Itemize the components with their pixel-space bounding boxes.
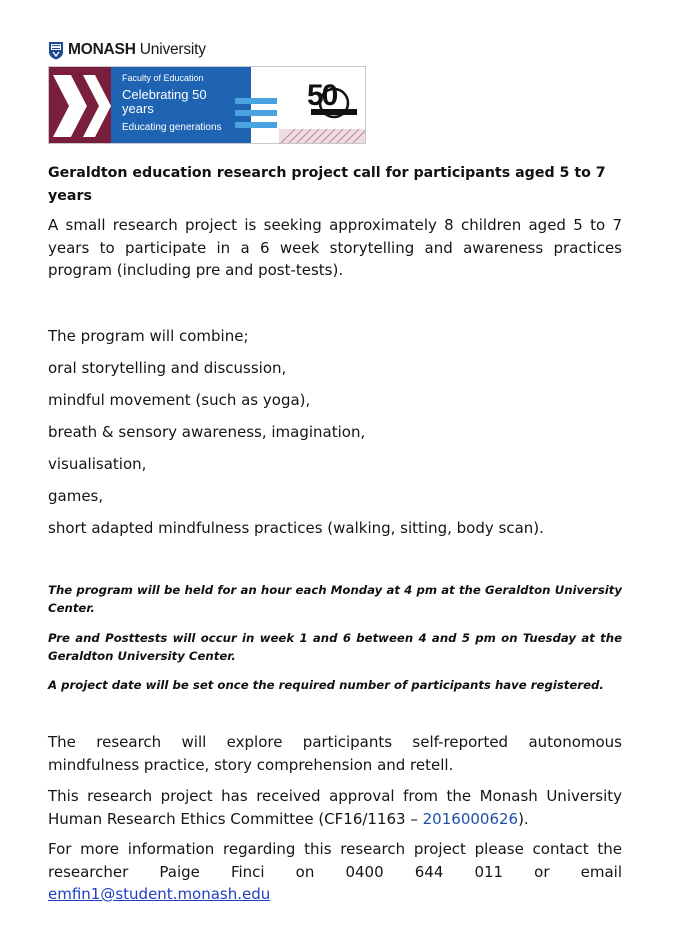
- contact-text: For more information regarding this research project please contact the researcher Paige Finci on 0400 644 011 or email: [48, 840, 622, 881]
- program-item: breath & sensory awareness, imagination,: [48, 423, 366, 441]
- research-paragraph: The research will explore participants self-reported autonomous mindfulness practice, story comprehension and retell.: [48, 733, 622, 774]
- ethics-paragraph: [48, 785, 622, 830]
- monash-crest-icon: [48, 41, 64, 60]
- logo-brand: MONASH: [68, 41, 136, 58]
- email-link[interactable]: emfin1@student.monash.edu: [48, 885, 271, 903]
- ethics-approval-number: 2016000626: [422, 809, 519, 828]
- monash-logo: [48, 40, 206, 60]
- ethics-text: This research project has received approval from the Monash University Human Research Ethics Committee (CF16/1163 –: [48, 787, 622, 828]
- banner-faculty-label: Faculty of Education: [122, 73, 204, 83]
- banner-celebrating-title: Celebrating 50 years: [122, 87, 207, 116]
- program-item: short adapted mindfulness practices (walking, sitting, body scan).: [48, 519, 544, 537]
- program-item: games,: [48, 487, 104, 505]
- program-lead: The program will combine;: [48, 327, 249, 345]
- schedule-note-2: Pre and Posttests will occur in week 1 and 6 between 4 and 5 pm on Tuesday at the Geraldton University Center.: [48, 631, 622, 663]
- program-item: visualisation,: [48, 455, 147, 473]
- program-item: mindful movement (such as yoga),: [48, 391, 311, 409]
- logo-suffix: University: [135, 41, 206, 58]
- logo-wordmark: [68, 41, 206, 59]
- contact-paragraph: [48, 838, 622, 906]
- intro-paragraph: A small research project is seeking approximately 8 children aged 5 to 7 years to participate in a 6 week storytelling and awareness practices program (including pre and post-tests).: [48, 216, 622, 279]
- schedule-note-3: A project date will be set once the required number of participants have registered.: [48, 678, 604, 692]
- program-item: oral storytelling and discussion,: [48, 359, 287, 377]
- program-list: [48, 325, 622, 549]
- banner-50-badge: 50: [307, 79, 337, 112]
- schedule-note-1: The program will be held for an hour each Monday at 4 pm at the Geraldton University Center.: [48, 583, 622, 615]
- page-title: Geraldton education research project call for participants aged 5 to 7 years: [48, 165, 606, 204]
- ethics-close: ).: [518, 809, 529, 828]
- faculty-banner: [48, 66, 366, 144]
- banner-tagline: Educating generations: [122, 122, 222, 133]
